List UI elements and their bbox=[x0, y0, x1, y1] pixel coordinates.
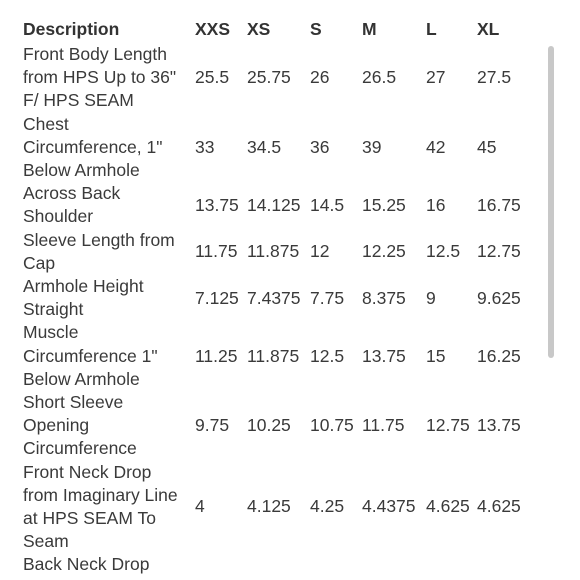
row-size-value: 4.125 bbox=[247, 496, 291, 517]
row-size-value: 27.5 bbox=[477, 67, 512, 88]
table-header-row bbox=[20, 14, 540, 43]
table-body bbox=[20, 43, 540, 577]
row-size-value: 9.75 bbox=[195, 415, 230, 436]
row-description bbox=[20, 321, 192, 391]
row-description-line: Circumference 1" bbox=[23, 345, 158, 366]
table-row bbox=[20, 229, 540, 275]
row-size-value bbox=[192, 553, 244, 576]
row-size-value: 42 bbox=[426, 136, 446, 157]
row-size-value: 15.25 bbox=[362, 194, 406, 215]
row-size-value: 12.5 bbox=[426, 241, 461, 262]
row-description-line: Below Armhole bbox=[23, 368, 140, 389]
table-row bbox=[20, 391, 540, 461]
row-description-line: Back Neck Drop bbox=[23, 554, 150, 575]
row-description-line: Shoulder bbox=[23, 206, 94, 227]
row-size-value: 26.5 bbox=[362, 67, 397, 88]
row-size-value: 16.25 bbox=[477, 345, 521, 366]
row-size-value: 4.4375 bbox=[362, 496, 416, 517]
row-description bbox=[20, 43, 192, 113]
row-size-value: 16 bbox=[426, 194, 446, 215]
row-description-line: Front Neck Drop bbox=[23, 461, 152, 482]
size-chart-table bbox=[20, 14, 540, 577]
row-size-value: 11.875 bbox=[247, 241, 300, 262]
row-size-value: 33 bbox=[195, 136, 215, 157]
row-size-value: 39 bbox=[362, 136, 382, 157]
row-size-value: 4.25 bbox=[310, 496, 345, 517]
row-description bbox=[20, 229, 192, 275]
header-size-s: S bbox=[310, 18, 322, 39]
row-description-line: Opening bbox=[23, 415, 90, 436]
row-size-value: 4.625 bbox=[477, 496, 521, 517]
header-size-xxs: XXS bbox=[195, 18, 231, 39]
row-description-line: Sleeve Length from bbox=[23, 229, 175, 250]
row-size-value: 14.5 bbox=[310, 194, 345, 215]
row-description-line: Circumference, 1" bbox=[23, 136, 163, 157]
header-size-xs: XS bbox=[247, 18, 271, 39]
row-size-value: 16.75 bbox=[477, 194, 521, 215]
row-size-value: 11.75 bbox=[362, 415, 405, 436]
row-description bbox=[20, 553, 192, 576]
row-size-value bbox=[359, 553, 423, 576]
row-size-value bbox=[307, 553, 359, 576]
row-description-line: Seam bbox=[23, 531, 69, 552]
row-size-value: 25.5 bbox=[195, 67, 230, 88]
row-size-value: 26 bbox=[310, 67, 330, 88]
row-size-value: 34.5 bbox=[247, 136, 282, 157]
row-description bbox=[20, 461, 192, 554]
scrollbar-thumb[interactable] bbox=[548, 46, 554, 358]
header-size-m: M bbox=[362, 18, 377, 39]
row-description-line: from HPS Up to 36" bbox=[23, 67, 177, 88]
row-size-value: 12.5 bbox=[310, 345, 345, 366]
row-description bbox=[20, 391, 192, 461]
row-size-value: 10.75 bbox=[310, 415, 354, 436]
row-size-value: 36 bbox=[310, 136, 330, 157]
row-size-value: 15 bbox=[426, 345, 446, 366]
row-description bbox=[20, 182, 192, 228]
row-size-value: 10.25 bbox=[247, 415, 291, 436]
row-size-value: 9.625 bbox=[477, 287, 521, 308]
row-description-line: Straight bbox=[23, 299, 84, 320]
row-description-line: Short Sleeve bbox=[23, 392, 124, 413]
row-size-value: 12 bbox=[310, 241, 330, 262]
table-row bbox=[20, 43, 540, 113]
row-description-line: Below Armhole bbox=[23, 160, 140, 181]
row-size-value: 11.25 bbox=[195, 345, 238, 366]
row-size-value: 4.625 bbox=[426, 496, 470, 517]
row-size-value: 12.75 bbox=[477, 241, 521, 262]
row-size-value: 13.75 bbox=[195, 194, 239, 215]
row-size-value bbox=[423, 553, 474, 576]
table-row bbox=[20, 321, 540, 391]
row-size-value: 13.75 bbox=[362, 345, 406, 366]
row-description-line: F/ HPS SEAM bbox=[23, 90, 134, 111]
row-description-line: Across Back bbox=[23, 183, 121, 204]
row-description-line: at HPS SEAM To bbox=[23, 508, 156, 529]
table-row bbox=[20, 275, 540, 321]
row-description-line: Cap bbox=[23, 252, 56, 273]
row-description bbox=[20, 275, 192, 321]
table-row bbox=[20, 461, 540, 554]
row-size-value: 13.75 bbox=[477, 415, 521, 436]
row-size-value: 7.125 bbox=[195, 287, 239, 308]
header-size-xl: XL bbox=[477, 18, 500, 39]
row-size-value: 7.4375 bbox=[247, 287, 301, 308]
table-row bbox=[20, 182, 540, 228]
row-size-value: 7.75 bbox=[310, 287, 345, 308]
row-size-value: 25.75 bbox=[247, 67, 291, 88]
row-size-value: 45 bbox=[477, 136, 497, 157]
row-size-value: 4 bbox=[195, 496, 205, 517]
vertical-scrollbar[interactable] bbox=[548, 46, 554, 358]
row-description-line: Circumference bbox=[23, 438, 137, 459]
row-size-value: 27 bbox=[426, 67, 446, 88]
row-description-line: Front Body Length bbox=[23, 44, 167, 64]
table-row bbox=[20, 113, 540, 183]
row-description-line: Muscle bbox=[23, 322, 79, 343]
row-size-value: 12.25 bbox=[362, 241, 406, 262]
row-size-value: 11.75 bbox=[195, 241, 238, 262]
row-description bbox=[20, 113, 192, 183]
header-description: Description bbox=[23, 18, 120, 39]
table-row bbox=[20, 553, 540, 576]
row-description-line: Chest bbox=[23, 113, 69, 134]
row-description-line: Armhole Height bbox=[23, 276, 144, 297]
header-size-l: L bbox=[426, 18, 437, 39]
row-size-value bbox=[474, 553, 540, 576]
row-size-value: 12.75 bbox=[426, 415, 470, 436]
row-size-value bbox=[244, 553, 307, 576]
row-size-value: 14.125 bbox=[247, 194, 301, 215]
row-size-value: 8.375 bbox=[362, 287, 406, 308]
row-size-value: 9 bbox=[426, 287, 436, 308]
row-size-value: 11.875 bbox=[247, 345, 300, 366]
row-description-line: from Imaginary Line bbox=[23, 484, 178, 505]
